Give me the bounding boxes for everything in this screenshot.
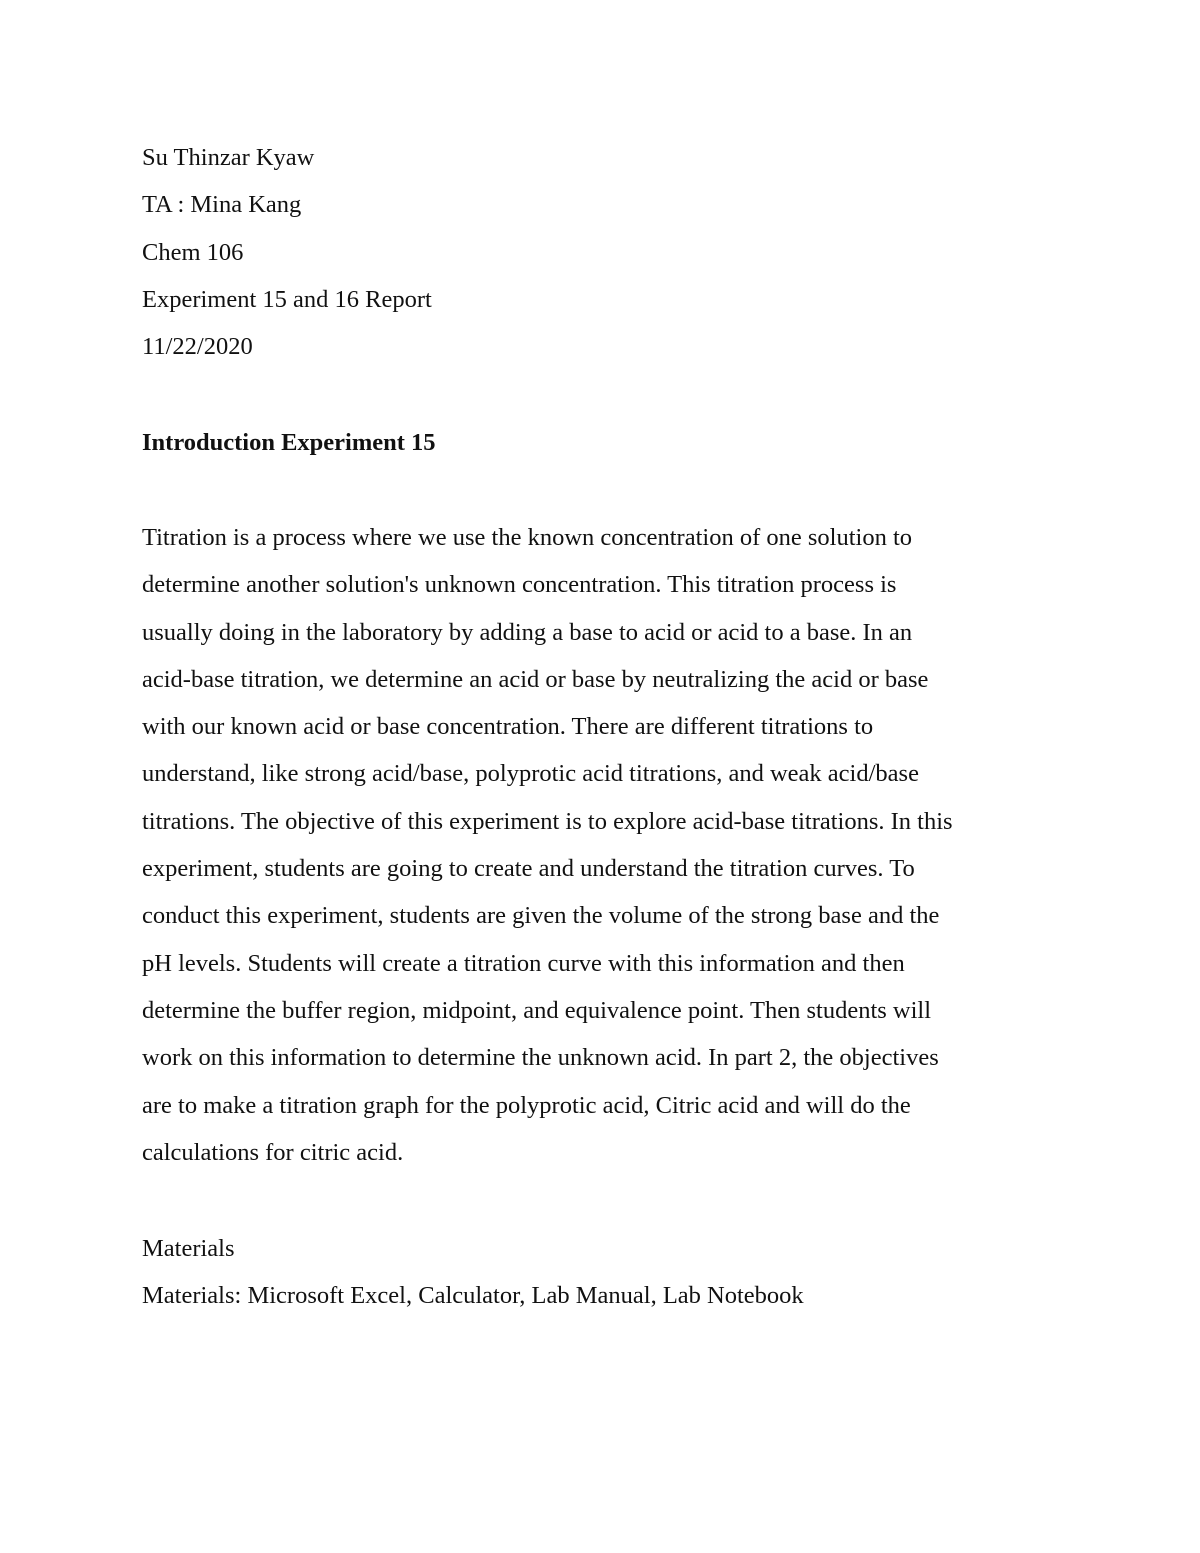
- paragraph-line: Titration is a process where we use the known concentration of one solution to: [142, 524, 913, 551]
- teaching-assistant: TA : Mina Kang: [142, 191, 302, 219]
- report-header: [142, 134, 432, 370]
- paragraph-line: titrations. The objective of this experiment is to explore acid-base titrations. In this: [142, 807, 953, 835]
- course-name: Chem 106: [142, 238, 244, 266]
- paragraph-line: calculations for citric acid.: [142, 1138, 404, 1166]
- report-date: 11/22/2020: [142, 333, 253, 361]
- materials-heading: Materials: [142, 1235, 235, 1262]
- paragraph-line: usually doing in the laboratory by adding a base to acid or acid to a base. In an: [142, 618, 913, 646]
- report-title: Experiment 15 and 16 Report: [142, 285, 432, 313]
- paragraph-line: are to make a titration graph for the polyprotic acid, Citric acid and will do the: [142, 1091, 911, 1119]
- paragraph-line: with our known acid or base concentration. There are different titrations to: [142, 713, 874, 741]
- paragraph-line: determine another solution's unknown concentration. This titration process is: [142, 571, 897, 599]
- paragraph-line: work on this information to determine the unknown acid. In part 2, the objectives: [142, 1044, 939, 1072]
- paragraph-line: understand, like strong acid/base, polyprotic acid titrations, and weak acid/base: [142, 760, 919, 788]
- materials-list: Materials: Microsoft Excel, Calculator, Lab Manual, Lab Notebook: [142, 1282, 804, 1310]
- paragraph-line: acid-base titration, we determine an acid or base by neutralizing the acid or base: [142, 665, 929, 693]
- materials-section: [142, 1225, 804, 1320]
- paragraph-line: pH levels. Students will create a titration curve with this information and then: [142, 949, 905, 977]
- paragraph-line: determine the buffer region, midpoint, and equivalence point. Then students will: [142, 996, 932, 1024]
- paragraph-line: experiment, students are going to create and understand the titration curves. To: [142, 855, 915, 883]
- introduction-paragraph: [142, 514, 953, 1176]
- paragraph-line: conduct this experiment, students are given the volume of the strong base and the: [142, 902, 940, 930]
- introduction-heading: Introduction Experiment 15: [142, 429, 436, 456]
- author-name: Su Thinzar Kyaw: [142, 144, 315, 171]
